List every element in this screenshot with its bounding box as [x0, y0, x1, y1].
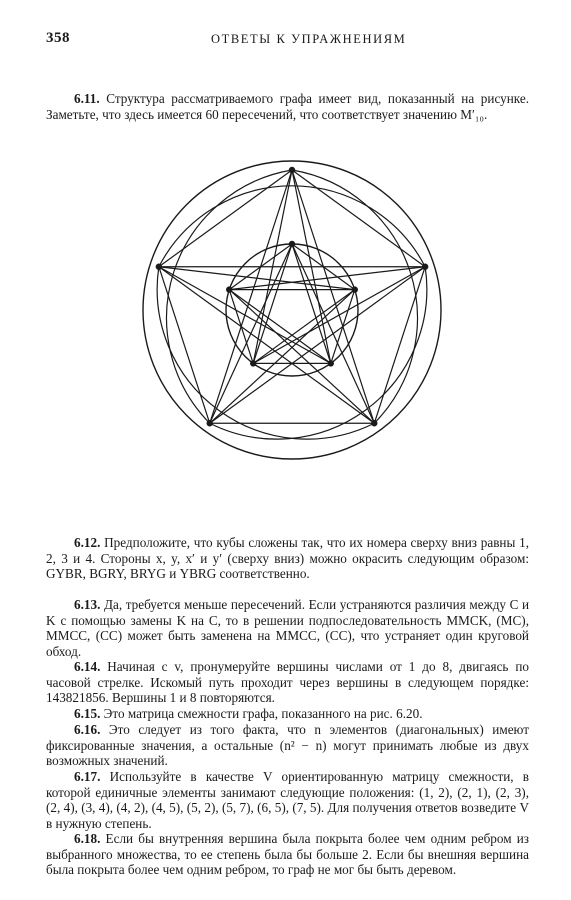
exercise-number: 6.16. [74, 722, 101, 738]
graph-vertex [226, 286, 232, 292]
exercise-number: 6.18. [74, 831, 101, 847]
exercise-text: Начиная с v, пронумеруйте вершины числами от 1 до 8, двигаясь по часовой стрелке. Искомый путь проходит через вершины в следующем порядке: 143821856. Вершины 1 и 8 повторяются. [46, 659, 529, 706]
exercise-number: 6.14. [74, 659, 101, 675]
exercise-number: 6.11. [74, 91, 100, 107]
inner-circle [226, 244, 358, 376]
exercise-text: Да, требуется меньше пересечений. Если устраняются различия между C и K с помощью замены K на C, то в решении подпоследовательность MMCK, (MC), MMCC, (CC) может быть заменена на MMCC, (CC), что устраняет один круговой обход. [46, 597, 530, 659]
graph-edge [292, 170, 425, 267]
graph-arc [159, 186, 425, 267]
graph-vertex [250, 360, 256, 366]
exercise-answer [46, 535, 529, 582]
outer-circle [143, 161, 441, 459]
exercise-answer [46, 769, 529, 831]
graph-vertex [207, 420, 213, 426]
graph-vertex [352, 286, 358, 292]
exercise-text: Предположите, что кубы сложены так, что их номера сверху вниз равны 1, 2, 3 и 4. Стороны x, y, x′ и y′ (сверху вниз) можно окрасить следующим образом: GYBR, BGRY, BRYG и YBRG соответственно. [46, 535, 529, 582]
graph-arc [292, 170, 417, 423]
graph-edge [374, 267, 425, 424]
exercise-text: Это матрица смежности графа, показанного на рис. 6.20. [103, 706, 423, 722]
page-header [46, 30, 526, 50]
exercise-answer [46, 706, 529, 722]
exercise-number: 6.17. [74, 769, 101, 785]
graph-edge [159, 267, 210, 424]
graph-edge [292, 244, 374, 423]
graph-vertex [289, 241, 295, 247]
graph-figure-icon [130, 158, 460, 508]
exercise-answer [46, 659, 529, 706]
exercise-answer [46, 831, 529, 878]
exercise-text: Это следует из того факта, что n элементов (диагональных) имеют фиксированные значения, а остальные (n² − n) могут принимать любые из двух возможных значений. [46, 722, 530, 769]
running-head: ОТВЕТЫ К УПРАЖНЕНИЯМ [211, 32, 407, 46]
exercise-number: 6.13. [74, 597, 101, 613]
graph-edge [159, 170, 292, 267]
exercise-answer [46, 722, 529, 769]
graph-vertex [156, 264, 162, 270]
page-number: 358 [46, 30, 70, 46]
exercise-number: 6.15. [74, 706, 101, 722]
exercise-text: Структура рассматриваемого графа имеет вид, показанный на рисунке. Заметьте, что здесь имеется 60 пересечений, что соответствует значению M′₁₀. [46, 91, 529, 122]
exercise-answer [46, 597, 529, 659]
exercise-number: 6.12. [74, 535, 101, 551]
exercise-answer [46, 91, 529, 122]
graph-vertex [328, 360, 334, 366]
graph-vertex [371, 420, 377, 426]
graph-vertex [289, 167, 295, 173]
exercise-text: Если бы внутренняя вершина была покрыта более чем одним ребром из выбранного множества, то ее степень была бы больше 2. Если бы внешняя вершина была покрыта более чем одним ребром, то граф не мог бы быть деревом. [46, 831, 529, 878]
graph-arc [167, 170, 292, 423]
graph-edge [210, 244, 292, 423]
exercise-text: Используйте в качестве V ориентированную матрицу смежности, в которой единичные элементы занимают следующие положения: (1, 2), (2, 1), (2, 3), (2, 4), (3, 4), (4, 2), (4, 5), (5, 2), (5, 7), (6, 5), (7, 5). Для получения ответов возведите V в нужную степень. [46, 769, 530, 831]
graph-vertex [422, 264, 428, 270]
